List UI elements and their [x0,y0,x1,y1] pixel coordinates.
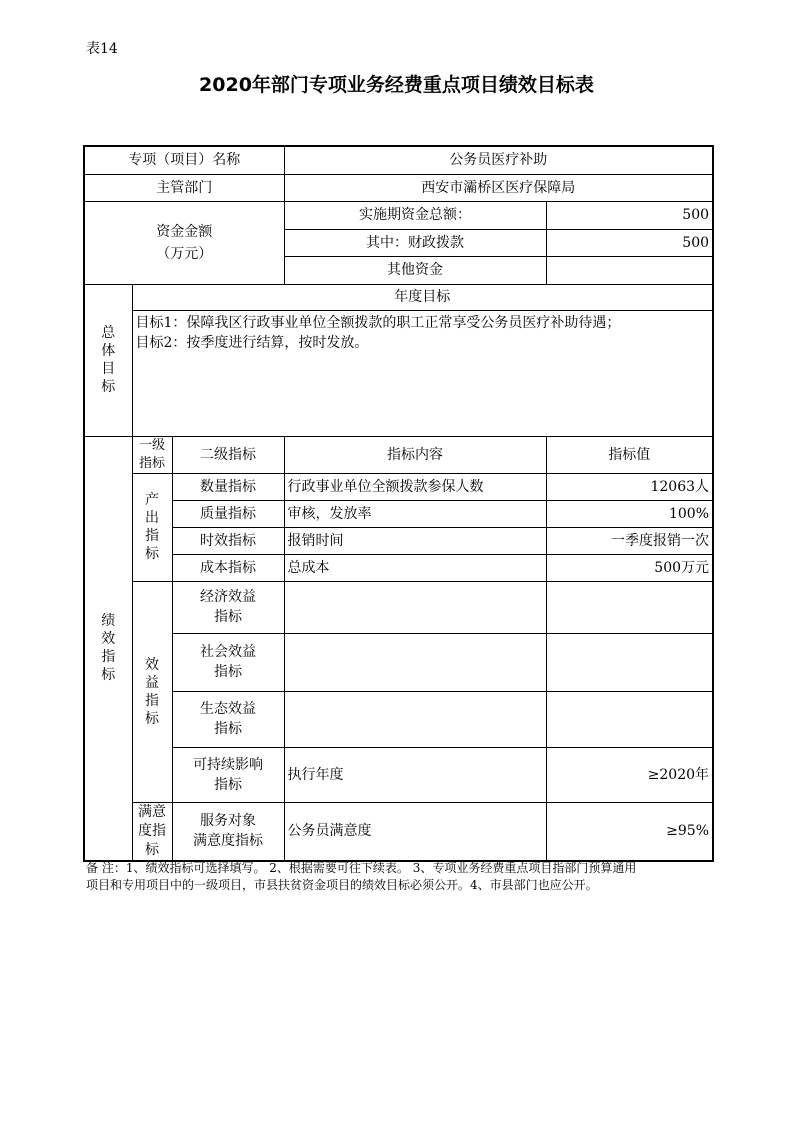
table-row [84,527,713,554]
goal-header-row [84,284,713,310]
goal-side-char: 总 [101,325,116,341]
indicator-name-line: 指标 [214,609,242,625]
indicator-value: 12063人 [546,473,713,500]
indicator-name-line: 生态效益 [200,701,256,717]
goal-side-label [84,284,132,436]
benefit-indicator-label [132,581,172,802]
indicator-name [172,747,284,802]
funds-fiscal-label: 其中：财政拨款 [284,229,546,256]
indicator-name: 成本指标 [172,554,284,581]
table-row [84,554,713,581]
satisfaction-indicator-label [132,802,172,861]
project-name-label: 专项（项目）名称 [84,146,284,174]
indicator-name [172,691,284,747]
indicator-name-line: 经济效益 [200,589,256,605]
indicator-content: 审核，发放率 [284,500,546,527]
benefit-label-char: 益 [145,674,159,691]
content-header: 指标内容 [284,436,546,473]
level1-header: 一级指标 [132,436,172,473]
indicator-content: 总成本 [284,554,546,581]
performance-target-table [83,145,714,862]
indicator-side-char: 标 [101,667,116,683]
indicator-name [172,633,284,691]
output-label-char: 标 [145,546,159,562]
table-row [84,747,713,802]
table-row [84,500,713,527]
indicator-name-line: 社会效益 [200,644,256,660]
goal-line-1: 目标1：保障我区行政事业单位全额拨款的职工正常享受公务员医疗补助待遇； [135,314,621,331]
funds-other-label: 其他资金 [284,256,546,284]
indicator-name [172,802,284,861]
value-header: 指标值 [546,436,713,473]
department-value: 西安市灞桥区医疗保障局 [284,174,713,201]
footnote [86,860,716,894]
funds-label-line2: （万元） [156,245,213,262]
indicator-value: 一季度报销一次 [546,527,713,554]
output-label-char: 产 [145,492,159,508]
table-row [84,691,713,747]
level2-header: 二级指标 [172,436,284,473]
indicator-side-char: 指 [101,649,116,665]
indicator-name: 质量指标 [172,500,284,527]
output-label-char: 出 [145,510,159,526]
goal-side-char: 目 [101,361,116,377]
benefit-label-char: 效 [145,656,159,673]
footnote-line-2: 项目和专用项目中的一级项目，市县扶贫资金项目的绩效目标必须公开。4、市县部门也应公开。 [86,878,598,892]
table-row [84,581,713,633]
project-name-value: 公务员医疗补助 [284,146,713,174]
table-row [84,633,713,691]
funds-other-value [546,256,713,284]
indicator-name-line: 指标 [214,776,242,793]
benefit-label-char: 指 [145,692,159,709]
indicator-name-line: 可持续影响 [193,756,263,773]
funds-total-value: 500 [546,201,713,229]
indicator-content: 行政事业单位全额拨款参保人数 [284,473,546,500]
indicator-value [546,633,713,691]
indicator-value: 100% [546,500,713,527]
department-row [84,174,713,201]
indicator-value: 500万元 [546,554,713,581]
indicator-value [546,691,713,747]
table-number: 表14 [86,41,118,57]
table-row [84,473,713,500]
goal-side-char: 体 [101,343,116,359]
funds-total-label: 实施期资金总额： [284,201,546,229]
output-indicator-label [132,473,172,581]
indicator-content [284,581,546,633]
satisfaction-label-line: 满意 [138,803,166,820]
indicator-content: 执行年度 [284,747,546,802]
annual-goal-header: 年度目标 [132,284,713,310]
indicator-content [284,691,546,747]
annual-goal-text [132,310,713,436]
satisfaction-label-line: 标 [145,841,159,858]
indicator-name [172,581,284,633]
indicator-name-line: 满意度指标 [193,833,263,849]
output-label-char: 指 [145,528,159,544]
indicator-name: 数量指标 [172,473,284,500]
goal-side-char: 标 [101,379,116,395]
indicator-name: 时效指标 [172,527,284,554]
funds-total-row [84,201,713,229]
indicator-name-line: 指标 [214,721,242,737]
indicator-name-line: 指标 [214,664,242,680]
funds-fiscal-value: 500 [546,229,713,256]
indicator-side-char: 效 [101,631,116,647]
indicator-value: ≥95% [546,802,713,861]
indicator-side-char: 绩 [101,613,116,629]
project-name-row [84,146,713,174]
indicator-content [284,633,546,691]
goal-text-row [84,310,713,436]
benefit-label-char: 标 [145,710,159,727]
funds-label-line1: 资金金额 [156,223,213,240]
indicator-value: ≥2020年 [546,747,713,802]
indicator-header-row [84,436,713,473]
indicator-content: 公务员满意度 [284,802,546,861]
indicator-side-label [84,436,132,861]
goal-line-2: 目标2：按季度进行结算，按时发放。 [135,334,369,351]
department-label: 主管部门 [84,174,284,201]
indicator-name-line: 服务对象 [200,813,256,829]
page-title: 2020年部门专项业务经费重点项目绩效目标表 [199,74,594,96]
funds-label [84,201,284,284]
indicator-value [546,581,713,633]
footnote-line-1: 备 注：1、绩效指标可选择填写。 2、根据需要可往下续表。 3、专项业务经费重点项目指部门预算通用 [86,861,637,875]
indicator-content: 报销时间 [284,527,546,554]
table-row [84,802,713,861]
satisfaction-label-line: 度指 [138,822,166,839]
